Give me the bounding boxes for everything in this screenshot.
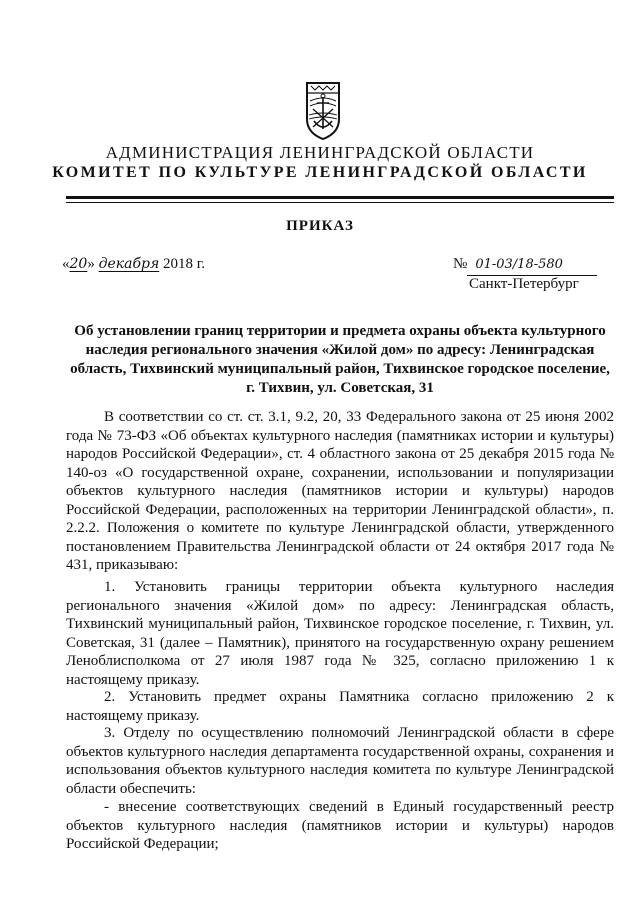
- date-year: 2018 г.: [162, 256, 205, 272]
- organization-name: АДМИНИСТРАЦИЯ ЛЕНИНГРАДСКОЙ ОБЛАСТИ: [105, 143, 535, 162]
- coat-of-arms-icon: [301, 79, 345, 141]
- number-value: 01-03/18-580: [467, 255, 597, 276]
- number-sign: №: [453, 256, 468, 272]
- document-type: ПРИКАЗ: [286, 218, 354, 234]
- header-rule-thin: [66, 202, 614, 203]
- header-rule-thick: [66, 196, 614, 199]
- document-date: «20» декабря 2018 г.: [62, 256, 205, 272]
- preamble-paragraph: В соответствии со ст. ст. 3.1, 9.2, 20, 33 Федерального закона от 25 июня 2002 года № 73-ФЗ «Об объектах культурного наследия (памятниках истории и культуры) народов Российской Федерации», ст. 4 областного закона от 25 декабря 2015 года № 140-оз «О государственной охране, сохранении, использовании и популяризации объектов культурного наследия (памятников истории и культуры) народов Российской Федерации, расположенных на территории Ленинградской области», п. 2.2.2. Положения о комитете по культуре Ленинградской области, утвержденного постановлением Правительства Ленинградской области от 24 октября 2017 года № 431, приказываю:: [66, 409, 614, 573]
- date-month: декабря: [98, 256, 160, 272]
- clause-2: 2. Установить предмет охраны Памятника согласно приложению 2 к настоящему приказу.: [66, 689, 614, 724]
- date-day: 20: [69, 256, 88, 272]
- clause-3-subitem: - внесение соответствующих сведений в Единый государственный реестр объектов культурного наследия (памятников истории и культуры) народов Российской Федерации;: [66, 799, 614, 852]
- clause-1: 1. Установить границы территории объекта культурного наследия регионального значения «Жилой дом» по адресу: Ленинградская область, Тихвинский муниципальный район, Тихвинское городское поселение, г. Тихвин, ул. Советская, 31 (далее – Памятник), принятого на государственную охрану решением Леноблисполкома от 27 июля 1987 года № 325, согласно приложению 1 к настоящему приказу.: [66, 579, 614, 688]
- clause-3: 3. Отделу по осуществлению полномочий Ленинградской области в сфере объектов культурного наследия департамента государственной охраны, сохранения и использования объектов культурного наследия комитета по культуре Ленинградской области обеспечить:: [66, 725, 614, 797]
- city: Санкт-Петербург: [469, 276, 579, 292]
- document-number: [453, 254, 597, 276]
- committee-name: КОМИТЕТ ПО КУЛЬТУРЕ ЛЕНИНГРАДСКОЙ ОБЛАСТИ: [52, 164, 588, 181]
- document-title: Об установлении границ территории и предмета охраны объекта культурного наследия регионального значения «Жилой дом» по адресу: Ленинградская область, Тихвинский муниципальный район, Тихвинское городское поселение, г. Тихвин, ул. Советская, 31: [70, 323, 610, 396]
